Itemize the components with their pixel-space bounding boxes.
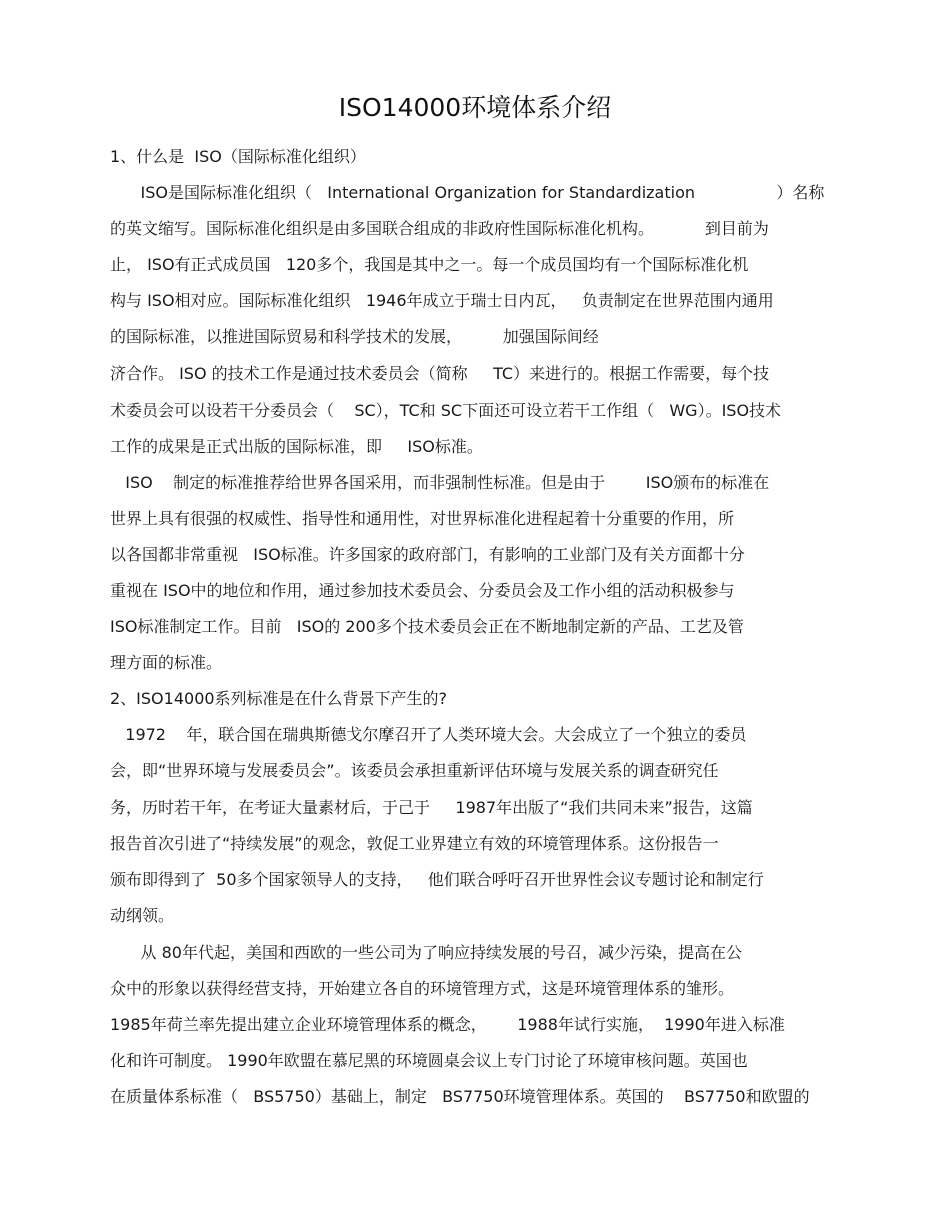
- text-line: 工作的成果是正式出版的国际标准，即 ISO标准。: [110, 437, 483, 456]
- text-line: 在质量体系标准（ BS5750）基础上，制定 BS7750环境管理体系。英国的 BS7750和欧盟的: [110, 1087, 810, 1106]
- text-line: 的国际标准，以推进国际贸易和科学技术的发展， 加强国际间经: [110, 327, 599, 346]
- text-line: 会，即“世界环境与发展委员会”。该委员会承担重新评估环境与发展关系的调查研究任: [110, 761, 719, 780]
- text-line: 动纲领。: [110, 906, 175, 925]
- text-line: 构与 ISO相对应。国际标准化组织 1946年成立于瑞士日内瓦， 负责制定在世界范围内通用: [110, 291, 774, 310]
- text-line: 术委员会可以设若干分委员会（ SC），TC和 SC下面还可设立若干工作组（ WG）。ISO技术: [110, 401, 782, 420]
- text-line: 颁布即得到了 50多个国家领导人的支持， 他们联合呼吁召开世界性会议专题讨论和制定行: [110, 870, 764, 889]
- text-line: 化和许可制度。 1990年欧盟在慕尼黑的环境圆桌会议上专门讨论了环境审核问题。英国也: [110, 1051, 748, 1070]
- text-line: ISO标准制定工作。目前 ISO的 200多个技术委员会正在不断地制定新的产品、工艺及管: [110, 617, 744, 636]
- document-title: ISO14000环境体系介绍: [338, 93, 612, 122]
- text-line: 重视在 ISO中的地位和作用，通过参加技术委员会、分委员会及工作小组的活动积极参与: [110, 581, 735, 600]
- text-line: 务，历时若干年，在考证大量素材后，于己于 1987年出版了“我们共同未来”报告，这篇: [110, 798, 753, 817]
- text-line: 1985年荷兰率先提出建立企业环境管理体系的概念， 1988年试行实施， 1990年进入标准: [110, 1015, 785, 1034]
- text-line: 从 80年代起，美国和西欧的一些公司为了响应持续发展的号召，减少污染，提高在公: [110, 943, 742, 962]
- text-line: 的英文缩写。国际标准化组织是由多国联合组成的非政府性国际标准化机构。 到目前为: [110, 219, 769, 238]
- heading-1: 1、什么是 ISO（国际标准化组织）: [110, 147, 366, 166]
- text-line: ISO 制定的标准推荐给世界各国采用，而非强制性标准。但是由于 ISO颁布的标准在: [110, 473, 770, 492]
- heading-2: 2、ISO14000系列标准是在什么背景下产生的?: [110, 689, 448, 708]
- text-line: 众中的形象以获得经营支持，开始建立各自的环境管理方式，这是环境管理体系的雏形。: [110, 979, 735, 998]
- text-line: ISO是国际标准化组织（ International Organization for Standardization ）名称: [110, 183, 825, 202]
- text-line: 1972 年，联合国在瑞典斯德戈尔摩召开了人类环境大会。大会成立了一个独立的委员: [110, 725, 747, 744]
- text-line: 世界上具有很强的权威性、指导性和通用性，对世界标准化进程起着十分重要的作用，所: [110, 509, 735, 528]
- text-line: 止， ISO有正式成员国 120多个，我国是其中之一。每一个成员国均有一个国际标准化机: [110, 255, 749, 274]
- text-line: 以各国都非常重视 ISO标准。许多国家的政府部门，有影响的工业部门及有关方面都十分: [110, 545, 745, 564]
- text-line: 理方面的标准。: [110, 653, 223, 672]
- text-line: 济合作。 ISO 的技术工作是通过技术委员会（简称 TC）来进行的。根据工作需要，每个技: [110, 364, 770, 383]
- text-line: 报告首次引进了“持续发展”的观念，敦促工业界建立有效的环境管理体系。这份报告一: [110, 834, 719, 853]
